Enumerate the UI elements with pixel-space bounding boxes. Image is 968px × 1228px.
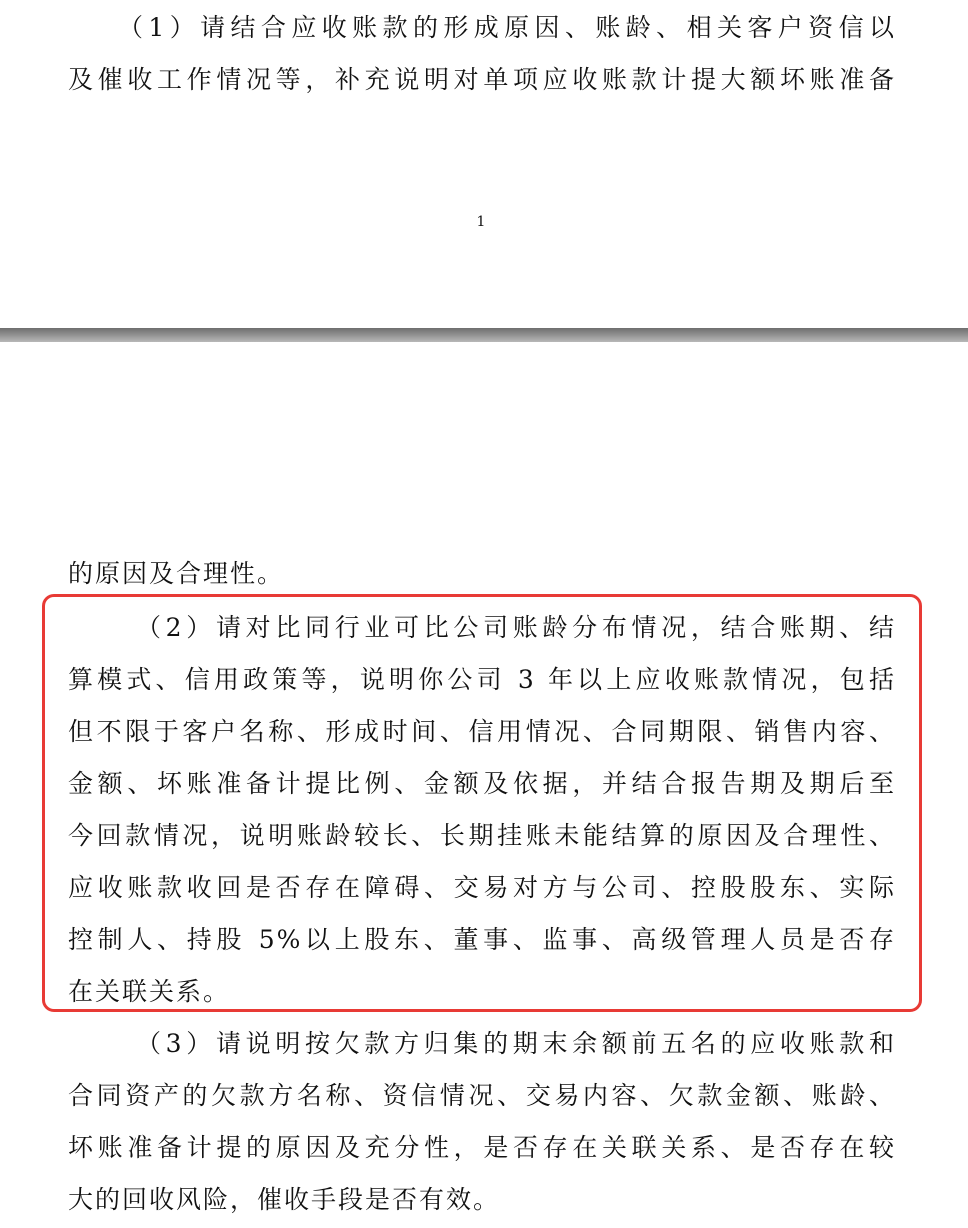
- text-line: 在关联关系。: [68, 977, 231, 1006]
- text-line: （3）请说明按欠款方归集的期末余额前五名的应收账款和: [136, 1029, 896, 1058]
- text-line: 但不限于客户名称、形成时间、信用情况、合同期限、销售内容、: [68, 717, 896, 746]
- document-page-1: [0, 0, 968, 328]
- page-number: 1: [476, 214, 486, 230]
- text-line: 大的回收风险，催收手段是否有效。: [68, 1185, 501, 1214]
- paragraph-item-3: [68, 1018, 896, 1226]
- text-line: 控制人、持股 5%以上股东、董事、监事、高级管理人员是否存: [68, 925, 896, 954]
- text-line: 坏账准备计提的原因及充分性，是否存在关联关系、是否存在较: [68, 1133, 896, 1162]
- highlight-annotation-box: [42, 594, 922, 1012]
- text-line: 及催收工作情况等，补充说明对单项应收账款计提大额坏账准备: [68, 65, 896, 94]
- text-line: 合同资产的欠款方名称、资信情况、交易内容、欠款金额、账龄、: [68, 1081, 896, 1110]
- paragraph-item-1-continuation: [68, 548, 896, 600]
- text-line: 应收账款收回是否存在障碍、交易对方与公司、控股股东、实际: [68, 873, 896, 902]
- paragraph-item-1: [68, 2, 896, 106]
- text-line: 的原因及合理性。: [68, 559, 285, 588]
- text-line: （2）请对比同行业可比公司账龄分布情况，结合账期、结: [136, 613, 896, 642]
- text-line: 今回款情况，说明账龄较长、长期挂账未能结算的原因及合理性、: [68, 821, 896, 850]
- text-line: 金额、坏账准备计提比例、金额及依据，并结合报告期及期后至: [68, 769, 896, 798]
- page-separator: [0, 328, 968, 342]
- text-line: （1）请结合应收账款的形成原因、账龄、相关客户资信以: [118, 13, 896, 42]
- text-line: 算模式、信用政策等，说明你公司 3 年以上应收账款情况，包括: [68, 665, 896, 694]
